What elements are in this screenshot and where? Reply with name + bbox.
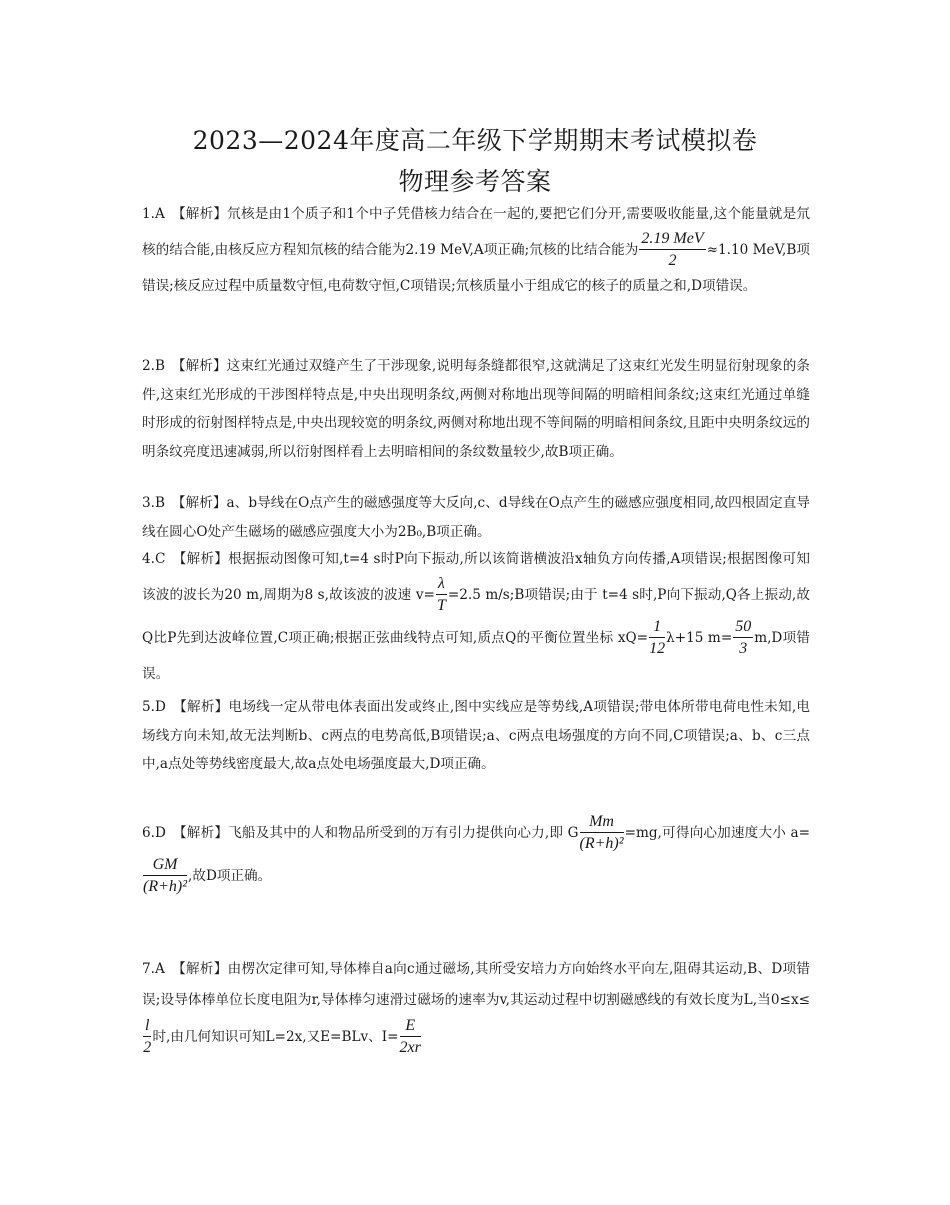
answer-4 (142, 545, 810, 688)
answer-4-fraction-2 (649, 617, 665, 660)
answer-6-fraction-2 (143, 855, 187, 898)
fraction-numerator: 1 (649, 617, 665, 638)
fraction-denominator: 2xr (399, 1039, 421, 1056)
answer-3 (142, 489, 810, 546)
answer-4-fraction-3 (733, 617, 753, 660)
answer-7-fraction-1 (143, 1016, 151, 1059)
answer-6-text-a: 6.D 【解析】飞船及其中的人和物品所受到的万有引力提供向心力,即 G (142, 825, 579, 841)
fraction-denominator: 2 (668, 251, 677, 269)
answer-4-fraction-1 (436, 574, 447, 617)
answer-1-fraction (639, 229, 705, 272)
answer-4-text-c: λ+15 m= (666, 629, 733, 646)
fraction-denominator: (R+h)² (579, 835, 624, 852)
answer-7-text-b: 时,由几何知识可知L=2x,又E=BLv、I= (152, 1029, 399, 1045)
answer-5-text: 5.D 【解析】电场线一定从带电体表面出发或终止,图中实线应是等势线,A项错误;带电体所带电荷电性未知,电场线方向未知,故无法判断b、c两点的电势高低,B项错误;a、c两点电场强度的方向不同,C项错误;a、b、c三点中,a点处等势线密度最大,故a点处电场强度最大,D项正确。 (142, 699, 810, 772)
answer-3-text: 3.B 【解析】a、b导线在O点产生的磁感强度等大反向,c、d导线在O点产生的磁感应强度相同,故四根固定直导线在圆心O处产生磁场的磁感应强度大小为2B₀,B项正确。 (142, 495, 810, 540)
fraction-denominator: 12 (649, 639, 666, 657)
answer-7 (142, 954, 810, 1059)
fraction-numerator: λ (436, 574, 447, 595)
fraction-numerator: GM (143, 855, 187, 876)
answer-6-text-c: ,故D项正确。 (188, 868, 272, 884)
page-title-line1: 2023—2024年度高二年级下学期期末考试模拟卷 (192, 126, 758, 155)
answer-2 (142, 352, 810, 466)
fraction-denominator: 2 (143, 1039, 152, 1056)
fraction-numerator: 2.19 MeV (639, 229, 705, 250)
answer-4-text-b: =2.5 m/s;B项错误;由于 t=4 s时,P向下振动,Q各上振动,故Q比P先到达波峰位置,C项正确;根据正弦曲线特点可知,质点Q的平衡位置坐标 xQ= (142, 586, 810, 646)
answer-6-text-b: =mg,可得向心加速度大小 a= (624, 825, 810, 841)
fraction-numerator: l (143, 1016, 151, 1037)
answer-7-text-a: 7.A 【解析】由楞次定律可知,导体棒自a向c通过磁场,其所受安培力方向始终水平向左,阻碍其运动,B、D项错误;设导体棒单位长度电阻为r,导体棒匀速滑过磁场的速率为v,其运动过程中切割磁感线的有效长度为L,当0≤x≤ (142, 961, 810, 1008)
fraction-numerator: 50 (733, 617, 753, 638)
answer-6 (142, 812, 810, 898)
answer-1-text-b: ≈1.10 MeV,B项错误;核反应过程中质量数守恒,电荷数守恒,C项错误;氘核质量小于组成它的核子的质量之和,D项错误。 (142, 241, 810, 294)
fraction-numerator: Mm (580, 812, 624, 833)
fraction-denominator: (R+h)² (143, 878, 188, 895)
answer-2-text: 2.B 【解析】这束红光通过双缝产生了干涉现象,说明每条缝都很窄,这就满足了这束红光发生明显衍射现象的条件,这束红光形成的干涉图样特点是,中央出现明条纹,两侧对称地出现等间隔的明暗相间条纹;这束红光通过单缝时形成的衍射图样特点是,中央出现较宽的明条纹,两侧对称地出现不等间隔的明暗相间条纹,且距中央明条纹远的明条纹亮度迅速减弱,所以衍射图样看上去明暗相间的条纹数量较少,故B项正确。 (142, 358, 810, 460)
answer-5 (142, 693, 810, 779)
fraction-numerator: E (400, 1016, 421, 1037)
answer-1-text-a: 1.A 【解析】氘核是由1个质子和1个中子凭借核力结合在一起的,要把它们分开,需要吸收能量,这个能量就是氘核的结合能,由核反应方程知氘核的结合能为2.19 MeV,A项正确;氘核的比结合能为 (142, 206, 810, 258)
fraction-denominator: T (436, 596, 446, 614)
page-title-line2: 物理参考答案 (398, 167, 552, 196)
answer-4-text-d: m,D项错误。 (142, 629, 810, 682)
answer-6-fraction-1 (580, 812, 624, 855)
fraction-denominator: 3 (739, 639, 748, 657)
answer-7-fraction-2 (400, 1016, 421, 1059)
answer-4-text-a: 4.C 【解析】根据振动图像可知,t=4 s时P向下振动,所以该简谐横波沿x轴负方向传播,A项错误;根据图像可知该波的波长为20 m,周期为8 s,故该波的波速 v= (142, 551, 810, 603)
answer-1 (142, 200, 810, 300)
